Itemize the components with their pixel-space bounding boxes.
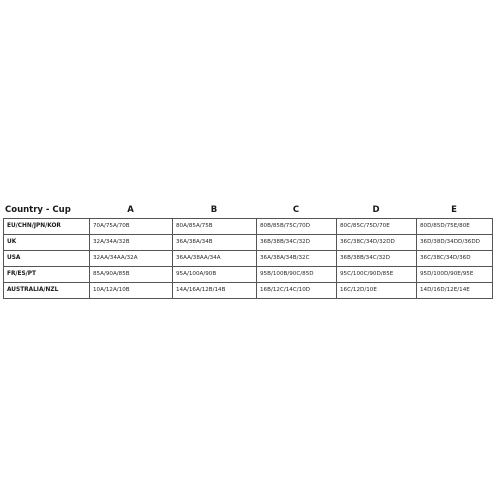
size-cell: 32A/34A/32B: [90, 235, 173, 250]
size-cell: 95A/100A/90B: [173, 267, 257, 282]
size-cell: 36C/38C/34D/32DD: [337, 235, 417, 250]
country-cell: FR/ES/PT: [4, 267, 90, 282]
size-cell: 14A/16A/12B/14B: [173, 283, 257, 298]
table-grid: [3, 218, 493, 299]
size-cell: 70A/75A/70B: [90, 219, 173, 234]
size-cell: 36AA/38AA/34A: [173, 251, 257, 266]
country-cell: AUSTRALIA/NZL: [4, 283, 90, 298]
size-cell: 32AA/34AA/32A: [90, 251, 173, 266]
size-cell: 80D/85D/75E/80E: [417, 219, 493, 234]
header-cup-c: C: [292, 205, 300, 215]
size-cell: 85A/90A/85B: [90, 267, 173, 282]
size-cell: 10A/12A/10B: [90, 283, 173, 298]
size-cell: 36D/38D/34DD/36DD: [417, 235, 493, 250]
size-cell: 36C/38C/34D/36D: [417, 251, 493, 266]
table-row: [4, 251, 493, 267]
header-country-cup: Country - Cup: [5, 205, 71, 215]
table-row: [4, 283, 493, 299]
table-header-row: [3, 203, 493, 216]
size-chart-table: [3, 203, 493, 299]
size-cell: 95C/100C/90D/85E: [337, 267, 417, 282]
size-cell: 80C/85C/75D/70E: [337, 219, 417, 234]
size-cell: 95D/100D/90E/95E: [417, 267, 493, 282]
size-cell: 80B/85B/75C/70D: [257, 219, 337, 234]
size-cell: 14D/16D/12E/14E: [417, 283, 493, 298]
table-row: [4, 219, 493, 235]
table-row: [4, 235, 493, 251]
size-cell: 36B/38B/34C/32D: [337, 251, 417, 266]
country-cell: EU/CHN/JPN/KOR: [4, 219, 90, 234]
size-cell: 80A/85A/75B: [173, 219, 257, 234]
header-cup-a: A: [127, 205, 134, 215]
size-cell: 36A/38A/34B/32C: [257, 251, 337, 266]
size-cell: 36B/38B/34C/32D: [257, 235, 337, 250]
size-cell: 16B/12C/14C/10D: [257, 283, 337, 298]
country-cell: USA: [4, 251, 90, 266]
size-cell: 36A/38A/34B: [173, 235, 257, 250]
size-cell: 16C/12D/10E: [337, 283, 417, 298]
country-cell: UK: [4, 235, 90, 250]
size-cell: 95B/100B/90C/85D: [257, 267, 337, 282]
header-cup-b: B: [210, 205, 218, 215]
header-cup-e: E: [451, 205, 457, 215]
table-row: [4, 267, 493, 283]
header-cup-d: D: [372, 205, 380, 215]
